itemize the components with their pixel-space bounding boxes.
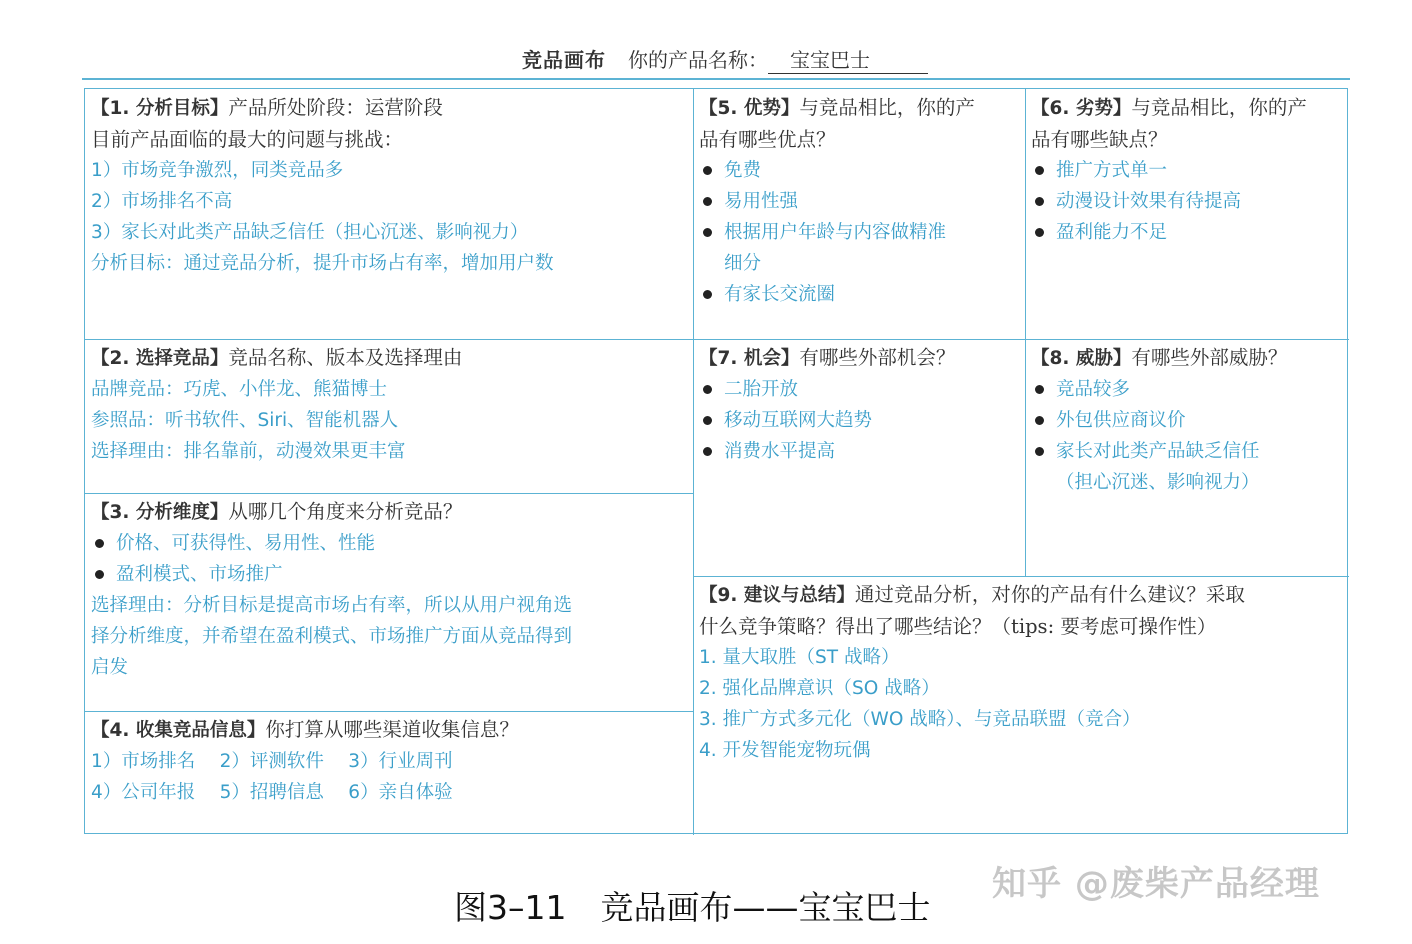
cell-heading: 【8. 威胁】 — [1031, 348, 1132, 369]
bullet-item: 盈利模式、市场推广 — [116, 564, 283, 585]
list-item: 3）家长对此类产品缺乏信任（担心沉迷、影响视力） — [91, 222, 529, 243]
bullet-icon — [1035, 166, 1044, 175]
bullet-icon — [95, 539, 104, 548]
list-item: 分析目标：通过竞品分析，提升市场占有率，增加用户数 — [91, 253, 554, 274]
bullet-item: 免费 — [724, 160, 762, 181]
bullet-item: 二胎开放 — [724, 379, 799, 400]
bullet-icon — [1035, 416, 1044, 425]
list-item: 选择理由：分析目标是提高市场占有率，所以从用户视角选 — [91, 595, 573, 616]
bullet-item: 根据用户年龄与内容做精准 — [724, 222, 947, 243]
list-item: 品牌竞品：巧虎、小伴龙、熊猫博士 — [91, 379, 388, 400]
cell-prompt: 通过竞品分析，对你的产品有什么建议？采取 — [854, 583, 1245, 606]
cell-prompt: 你打算从哪些渠道收集信息？ — [265, 718, 519, 741]
cell-prompt: 产品所处阶段：运营阶段 — [228, 96, 443, 119]
cell-select-competitors — [85, 339, 694, 494]
list-item: 3. 推广方式多元化（WO 战略）、与竞品联盟（竞合） — [699, 709, 1141, 730]
cell-prompt-sub: 什么竞争策略？得出了哪些结论？（tips: 要考虑可操作性） — [699, 615, 1217, 638]
cell-heading: 【6. 劣势】 — [1031, 98, 1132, 119]
cell-weaknesses — [1025, 89, 1349, 340]
cell-heading: 【1. 分析目标】 — [91, 98, 229, 119]
cell-prompt: 与竞品相比，你的产 — [1131, 96, 1307, 119]
bullet-item: 易用性强 — [724, 191, 799, 212]
cell-suggestions-summary — [693, 576, 1349, 835]
list-item: 1）市场排名 2）评测软件 3）行业周刊 — [91, 751, 453, 772]
list-item: 2）市场排名不高 — [91, 191, 233, 212]
cell-collect-info — [85, 711, 694, 835]
competitor-canvas-grid — [84, 88, 1348, 834]
bullet-icon — [703, 385, 712, 394]
canvas-header — [522, 44, 928, 74]
list-item: 4）公司年报 5）招聘信息 6）亲自体验 — [91, 782, 453, 803]
cell-prompt: 有哪些外部威胁？ — [1131, 346, 1288, 369]
list-item: 启发 — [91, 657, 129, 678]
bullet-icon — [1035, 197, 1044, 206]
bullet-icon — [703, 166, 712, 175]
bullet-item: 有家长交流圈 — [724, 284, 836, 305]
cell-prompt-sub: 目前产品面临的最大的问题与挑战： — [91, 128, 404, 151]
cell-heading: 【7. 机会】 — [699, 348, 800, 369]
bullet-item: 外包供应商议价 — [1056, 410, 1186, 431]
bullet-icon — [703, 290, 712, 299]
canvas-title: 竞品画布 — [522, 48, 606, 72]
bullet-icon — [703, 416, 712, 425]
cell-analysis-goal — [85, 89, 694, 340]
list-item: 4. 开发智能宠物玩偶 — [699, 740, 871, 761]
cell-heading: 【3. 分析维度】 — [91, 502, 229, 523]
cell-analysis-dimensions — [85, 493, 694, 712]
bullet-icon — [703, 197, 712, 206]
bullet-item: 价格、可获得性、易用性、性能 — [116, 533, 376, 554]
cell-strengths — [693, 89, 1026, 340]
bullet-icon — [1035, 385, 1044, 394]
cell-heading: 【2. 选择竞品】 — [91, 348, 229, 369]
product-name-label: 你的产品名称： — [628, 48, 768, 72]
watermark: 知乎 @废柴产品经理 — [992, 864, 1320, 904]
bullet-item: 动漫设计效果有待提高 — [1056, 191, 1242, 212]
list-item: 1. 量大取胜（ST 战略） — [699, 647, 900, 668]
product-name-value: 宝宝巴士 — [768, 44, 928, 74]
bullet-icon — [95, 570, 104, 579]
bullet-item: 消费水平提高 — [724, 441, 836, 462]
header-rule — [82, 78, 1350, 80]
list-item: 选择理由：排名靠前，动漫效果更丰富 — [91, 441, 406, 462]
list-item: 参照品：听书软件、Siri、智能机器人 — [91, 410, 399, 431]
cell-prompt: 从哪几个角度来分析竞品？ — [228, 500, 463, 523]
cell-prompt: 有哪些外部机会？ — [799, 346, 956, 369]
bullet-item: 竞品较多 — [1056, 379, 1131, 400]
bullet-icon — [1035, 447, 1044, 456]
cell-heading: 【9. 建议与总结】 — [699, 585, 855, 606]
bullet-icon — [703, 228, 712, 237]
cell-heading: 【5. 优势】 — [699, 98, 800, 119]
cell-prompt-sub: 品有哪些缺点？ — [1031, 128, 1168, 151]
cell-prompt: 竞品名称、版本及选择理由 — [228, 346, 463, 369]
figure-caption-text: 竞品画布——宝宝巴士 — [600, 888, 931, 927]
bullet-continuation: （担心沉迷、影响视力） — [1056, 472, 1260, 493]
figure-caption — [454, 882, 931, 929]
bullet-item: 家长对此类产品缺乏信任 — [1056, 441, 1260, 462]
list-item: 择分析维度，并希望在盈利模式、市场推广方面从竞品得到 — [91, 626, 573, 647]
bullet-icon — [1035, 228, 1044, 237]
bullet-continuation: 细分 — [724, 253, 762, 274]
cell-opportunities — [693, 339, 1026, 577]
bullet-item: 移动互联网大趋势 — [724, 410, 873, 431]
list-item: 2. 强化品牌意识（SO 战略） — [699, 678, 940, 699]
bullet-item: 推广方式单一 — [1056, 160, 1168, 181]
cell-heading: 【4. 收集竞品信息】 — [91, 720, 266, 741]
cell-prompt: 与竞品相比，你的产 — [799, 96, 975, 119]
bullet-item: 盈利能力不足 — [1056, 222, 1168, 243]
bullet-icon — [703, 447, 712, 456]
cell-prompt-sub: 品有哪些优点？ — [699, 128, 836, 151]
list-item: 1）市场竞争激烈，同类竞品多 — [91, 160, 344, 181]
figure-number: 图3–11 — [454, 888, 567, 927]
cell-threats — [1025, 339, 1349, 577]
